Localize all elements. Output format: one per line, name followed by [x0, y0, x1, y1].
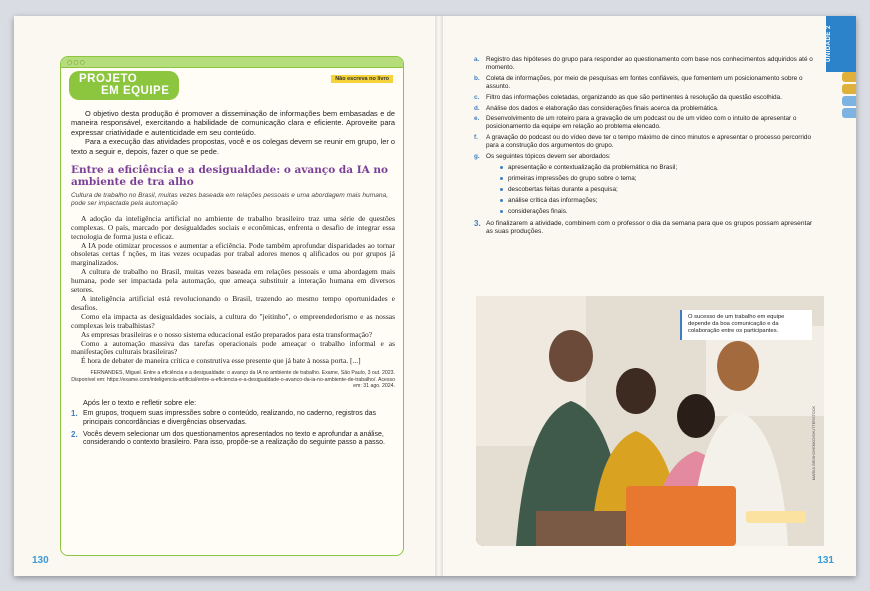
article-paragraph: É hora de debater de maneira crítica e construtiva esse presente que já bate à nossa porta. [...]	[81, 356, 361, 366]
step-item	[474, 75, 820, 91]
step-text: Análise dos dados e elaboração das considerações finais acerca da problemática.	[486, 104, 719, 112]
step-letter: d.	[474, 104, 480, 112]
article-paragraph: Como ela impacta as desigualdades sociais, a cultura do "jeitinho", o empreendedorismo e as nossas complexas leis trabalhistas?	[71, 311, 395, 330]
step-item	[474, 56, 820, 72]
topic-item: considerações finais.	[500, 208, 820, 216]
article-paragraph: A IA pode otimizar processos e aumentar a eficiência. Pode também aprofundar disparidades ao tornar obsoletas certas f nções, m itas vezes ocupadas por trabal adores menos q alificados ou por grupos já marginalizados.	[71, 240, 395, 268]
article-paragraph: A cultura de trabalho no Brasil, muitas vezes baseada em relações pessoais e uma abordagem mais humana, pode ser impactada pela automação, que ameaça substituir a interação humana em diversos setores.	[71, 267, 395, 295]
article-paragraph: Como a automação massiva das tarefas operacionais pode ameaçar o trabalho informal e as manifestações culturais brasileiras?	[71, 338, 395, 357]
question-number: 3.	[474, 218, 481, 228]
step-text: Desenvolvimento de um roteiro para a gravação de um podcast ou de um vídeo com o intuito de apresentar o posicionamento da equipe em relação ao problema elencado.	[486, 115, 797, 131]
intro-paragraph: O objetivo desta produção é promover a disseminação de informações bem embasadas e de maneira responsável, exercitando a habilidade de comunicação clara e eficiente. Aproveite para expressar criatividade e autenticidade em seu conteúdo.	[71, 109, 395, 137]
topic-item: apresentação e contextualização da problemática no Brasil;	[500, 164, 820, 172]
book-spread	[14, 16, 856, 576]
topic-item: primeiras impressões do grupo sobre o tema;	[500, 175, 820, 183]
article-paragraph: A inteligência artificial está revolucionando o Brasil, trazendo ao mesmo tempo oportunidades e desafios.	[71, 294, 395, 312]
left-page-body	[71, 109, 395, 451]
project-badge	[69, 71, 179, 100]
question-number: 1.	[71, 409, 78, 419]
question-text: Em grupos, troquem suas impressões sobre o conteúdo, realizando, no caderno, registros das principais concordâncias e divergências observadas.	[83, 410, 376, 426]
article-paragraph: A adoção da inteligência artificial no ambiente de trabalho brasileiro traz uma série de questões complexas. O país, marcado por desigualdades sociais e econômicas, enfrenta o desafio de integrar essa tecnologia de forma justa e eficaz.	[71, 213, 395, 241]
step-letter: e.	[474, 115, 480, 123]
step-item	[474, 105, 820, 113]
intro-paragraph: Para a execução das atividades propostas, você e os colegas devem se reunir em grupo, ler o texto a seguir e, depois, fazer o que se pede.	[71, 137, 395, 156]
badge-line1: PROJETO	[79, 73, 138, 85]
page-gutter	[435, 16, 443, 576]
topics-list	[500, 164, 820, 216]
step-item	[474, 115, 820, 131]
unit-tab: UNIDADE 2	[826, 16, 856, 72]
step-item	[474, 153, 820, 161]
section-tab	[842, 96, 856, 106]
project-panel	[60, 56, 404, 556]
step-letter: f.	[474, 134, 478, 142]
step-letter: b.	[474, 74, 480, 82]
page-number-right: 131	[817, 555, 834, 566]
question-item	[474, 220, 820, 236]
step-text: Filtro das informações coletadas, organizando as que são pertinentes à resolução da questão escolhida.	[486, 93, 782, 101]
question-item	[71, 410, 395, 428]
photo-caption: O sucesso de um trabalho em equipe depende da boa comunicação e da colaboração entre os participantes.	[680, 310, 812, 340]
section-tabs	[842, 72, 856, 120]
step-text: Registro das hipóteses do grupo para responder ao questionamento com base nos conhecimentos adquiridos até o momento.	[486, 56, 813, 71]
step-letter: a.	[474, 56, 480, 63]
photo-credit: MARIIA GRISHCHENKO/SHUTTERSTOCK	[812, 406, 816, 481]
step-text: Os seguintes tópicos devem ser abordados:	[486, 153, 611, 161]
topic-item: descobertas feitas durante a pesquisa;	[500, 186, 820, 194]
step-letter: c.	[474, 93, 480, 101]
article-paragraph: As empresas brasileiras e o nosso sistema educacional estão preparados para esta transformação?	[81, 329, 373, 339]
question-text: Ao finalizarem a atividade, combinem com o professor o dia da semana para que os grupos possam apresentar as suas produções.	[486, 219, 813, 235]
article-reference: FERNANDES, Miguel. Entre a eficiência e a desigualdade: o avanço da IA no ambiente de trabalho. Exame, São Paulo, 3 out. 2023. Disponível em: https://exame.com/inteligencia-artificial/entre-a-eficiencia-e-a-desigualdade-o-avanco-da-ia-no-ambiente-de-trabalho/. Acesso em: 31 ago. 2024.	[71, 370, 395, 390]
article-title: Entre a eficiência e a desigualdade: o avanço da IA no ambiente de tra alho	[71, 164, 389, 189]
article-subtitle: Cultura de trabalho no Brasil, muitas vezes baseada em relações pessoais e uma abordagem mais humana, pode ser impactada pela automação	[71, 192, 389, 208]
section-tab	[842, 84, 856, 94]
step-text: A gravação do podcast ou do vídeo deve ter o tempo máximo de cinco minutos e apresentar o processo percorrido para a construção dos argumentos do grupo.	[486, 134, 812, 150]
step-letter: g.	[474, 153, 480, 161]
team-photo	[476, 296, 824, 546]
badge-line2: EM EQUIPE	[101, 85, 170, 97]
step-item	[474, 94, 820, 102]
section-tab	[842, 72, 856, 82]
panel-window-bar	[61, 57, 403, 68]
page-number-left: 130	[32, 555, 49, 566]
section-tab	[842, 108, 856, 118]
window-dots-icon: ○○○	[67, 59, 86, 66]
question-item	[71, 431, 395, 449]
no-write-tag: Não escreva no livro	[331, 75, 393, 83]
question-text: Vocês devem selecionar um dos questionamentos apresentados no texto e aprofundar a análise, considerando o contexto brasileiro. Para isso, propõe-se a realização do seguinte passo a passo.	[83, 430, 385, 447]
step-text: Coleta de informações, por meio de pesquisas em fontes confiáveis, que fomentem um posicionamento sobre o assunto.	[486, 74, 803, 90]
question-number: 2.	[71, 429, 78, 439]
after-reading-heading: Após ler o texto e refletir sobre ele:	[83, 398, 197, 408]
topic-item: análise crítica das informações;	[500, 197, 820, 205]
step-item	[474, 134, 820, 150]
